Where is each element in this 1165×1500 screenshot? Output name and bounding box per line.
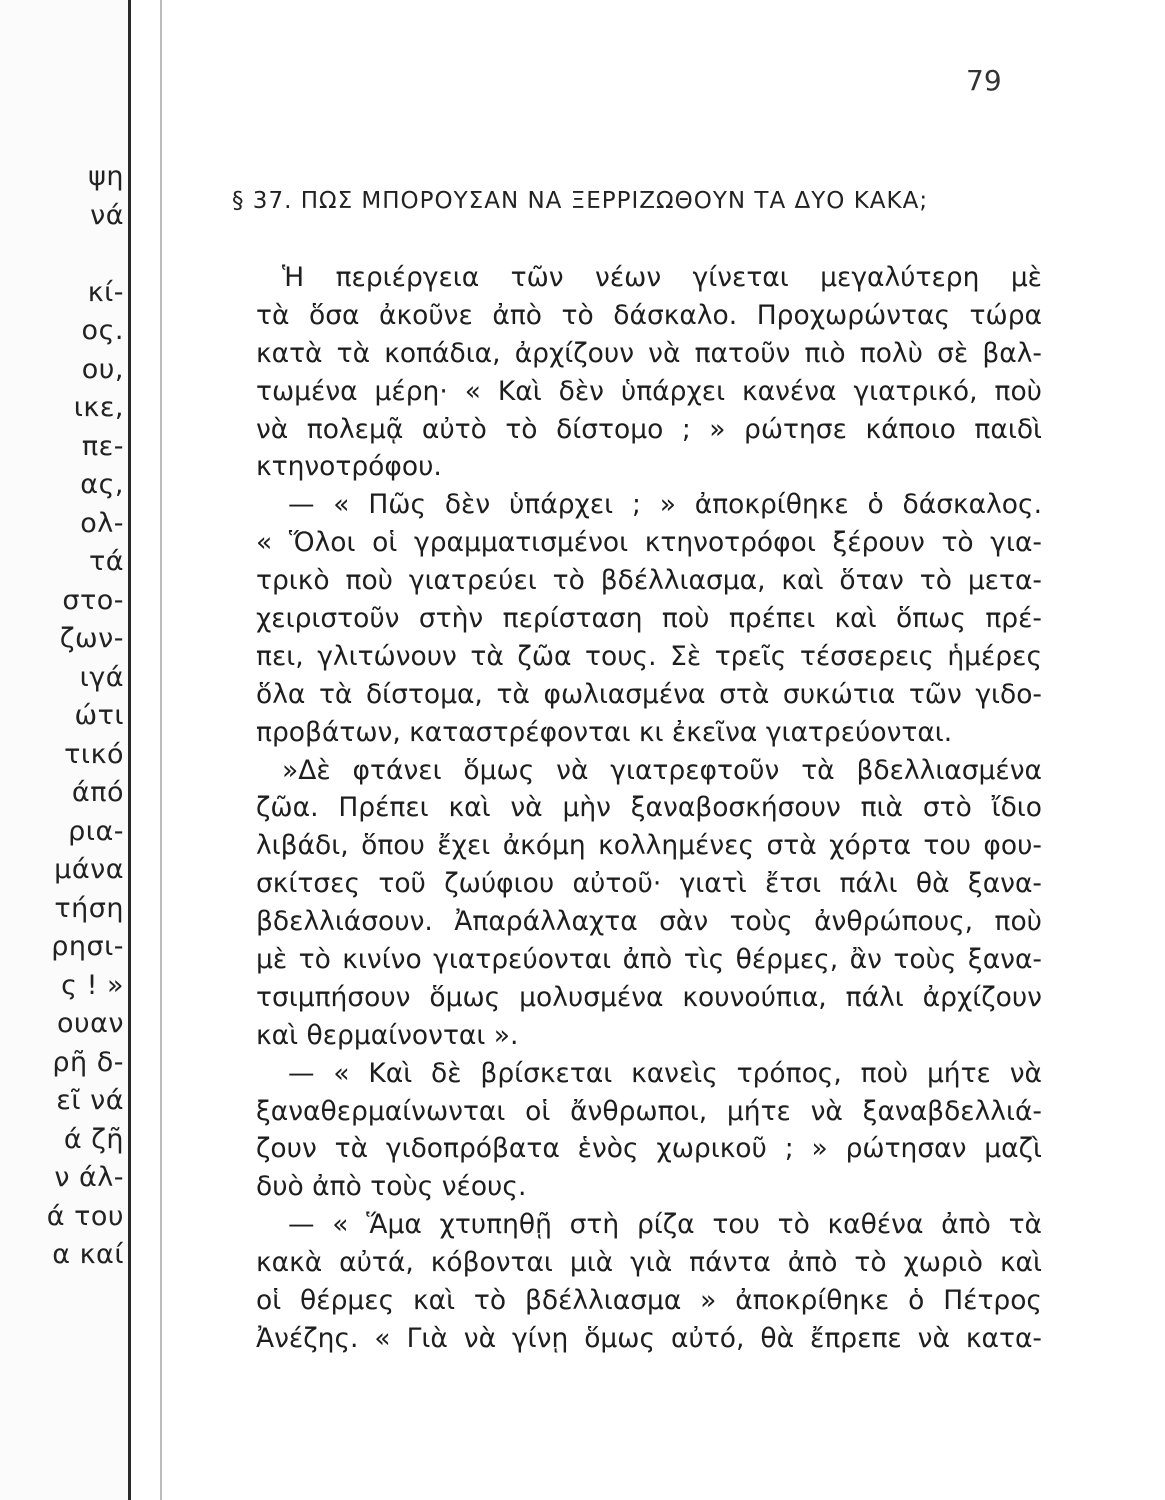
text-line: χειριστοῦν στὴν περίσταση ποὺ πρέπει καὶ ὅπως πρέ- — [256, 603, 1042, 635]
page-edge — [160, 0, 162, 1500]
text-line: ξαναθερμαίνωνται οἱ ἄνθρωποι, μήτε νὰ ξαναβδελλιά- — [256, 1095, 1042, 1127]
facing-page-fragment: κί- — [87, 276, 124, 308]
facing-page-fragment: ζων- — [59, 623, 124, 654]
facing-page-fragment: ς ! » — [61, 969, 124, 1001]
text-line: τσιμπήσουν ὅμως μολυσμένα κουνούπια, πάλι ἀρχίζουν — [256, 981, 1042, 1013]
text-line: ὅλα τὰ δίστομα, τὰ φωλιασμένα στὰ συκώτια τῶν γιδο- — [256, 678, 1042, 710]
facing-page-fragment: ν άλ- — [54, 1162, 124, 1193]
text-line: βδελλιάσουν. Ἀπαράλλαχτα σὰν τοὺς ἀνθρώπους, ποὺ — [256, 906, 1042, 938]
facing-page-fragment: ά του — [46, 1200, 124, 1232]
body-text — [256, 259, 1042, 1358]
text-line: νὰ πολεμᾷ αὐτὸ τὸ δίστομο ; » ρώτησε κάποιο παιδὶ — [256, 413, 1042, 445]
text-line: σκίτσες τοῦ ζωύφιου αὐτοῦ· γιατὶ ἔτσι πάλι θὰ ξανα- — [256, 868, 1042, 900]
facing-page-fragment: ρῆ δ- — [52, 1046, 124, 1078]
facing-page-fragment: μάνα — [54, 854, 124, 885]
facing-page-fragment: ψη — [88, 161, 124, 192]
text-line: πει, γλιτώνουν τὰ ζῶα τους. Σὲ τρεῖς τέσσερεις ἡμέρες — [256, 640, 1042, 672]
text-line: « Ὅλοι οἱ γραμματισμένοι κτηνοτρόφοι ξέρουν τὸ για- — [256, 527, 1042, 559]
text-line: τὰ ὅσα ἀκοῦνε ἀπὸ τὸ δάσκαλο. Προχωρώντας τώρα — [256, 299, 1042, 331]
text-line: — « Πῶς δὲν ὑπάρχει ; » ἀποκρίθηκε ὁ δάσκαλος. — [288, 489, 1042, 521]
facing-page-fragment: ώτι — [74, 700, 124, 731]
facing-page — [0, 0, 128, 1500]
text-line: καὶ θερμαίνονται ». — [256, 1019, 519, 1051]
facing-page-fragment: ικε, — [73, 392, 124, 423]
facing-page-fragment: ου, — [81, 353, 124, 385]
facing-page-fragment: α καί — [52, 1239, 124, 1270]
facing-page-fragment: ουαν — [56, 1008, 124, 1039]
facing-page-fragment: ας, — [80, 469, 124, 500]
text-line: λιβάδι, ὅπου ἔχει ἀκόμη κολλημένες στὰ χόρτα του φου- — [256, 830, 1042, 862]
section-heading: § 37. ΠΩΣ ΜΠΟΡΟΥΣΑΝ ΝΑ ΞΕΡΡΙΖΩΘΟΥΝ ΤΑ ΔΥΟ ΚΑΚΑ; — [232, 188, 929, 214]
book-gutter — [128, 0, 131, 1500]
facing-page-fragment: ρησι- — [51, 931, 124, 962]
text-line: τρικὸ ποὺ γιατρεύει τὸ βδέλλιασμα, καὶ ὅταν τὸ μετα- — [256, 565, 1042, 597]
text-line: τωμένα μέρη· « Καὶ δὲν ὑπάρχει κανένα γιατρικό, ποὺ — [256, 375, 1042, 407]
text-line: ζῶα. Πρέπει καὶ νὰ μὴν ξαναβοσκήσουν πιὰ στὸ ἴδιο — [256, 792, 1042, 824]
facing-page-text — [0, 158, 128, 1275]
facing-page-fragment: ρια- — [68, 815, 124, 847]
text-line: κατὰ τὰ κοπάδια, ἀρχίζουν νὰ πατοῦν πιὸ πολὺ σὲ βαλ- — [256, 337, 1042, 369]
text-line: ζουν τὰ γιδοπρόβατα ἑνὸς χωρικοῦ ; » ρώτησαν μαζὶ — [256, 1133, 1042, 1165]
text-line: οἱ θέρμες καὶ τὸ βδέλλιασμα » ἀποκρίθηκε ὁ Πέτρος — [256, 1285, 1042, 1317]
facing-page-fragment: πε- — [81, 430, 124, 462]
facing-page-fragment: τήση — [54, 892, 124, 924]
page-number: 79 — [966, 64, 1002, 97]
text-line: Ἡ περιέργεια τῶν νέων γίνεται μεγαλύτερη μὲ — [282, 262, 1042, 293]
facing-page-fragment: ος. — [81, 315, 124, 346]
facing-page-fragment: ιγά — [79, 661, 124, 693]
facing-page-fragment: άπό — [71, 777, 124, 808]
text-line: — « Ἅμα χτυπηθῇ στὴ ρίζα του τὸ καθένα ἀπὸ τὰ — [288, 1209, 1042, 1241]
text-line: — « Καὶ δὲ βρίσκεται κανεὶς τρόπος, ποὺ μήτε νὰ — [288, 1057, 1042, 1089]
facing-page-fragment: στο- — [62, 584, 124, 616]
text-line: μὲ τὸ κινίνο γιατρεύονται ἀπὸ τὶς θέρμες, ἂν τοὺς ξανα- — [256, 944, 1042, 976]
facing-page-fragment: τικό — [64, 738, 124, 770]
facing-page-fragment: ολ- — [80, 507, 124, 539]
facing-page-fragment — [0, 235, 128, 274]
facing-page-fragment: νά — [90, 199, 124, 231]
text-line: »Δὲ φτάνει ὅμως νὰ γιατρεφτοῦν τὰ βδελλιασμένα — [282, 754, 1042, 786]
facing-page-fragment: ά ζῆ — [63, 1123, 124, 1155]
text-line: προβάτων, καταστρέφονται κι ἐκεῖνα γιατρεύονται. — [256, 716, 953, 748]
facing-page-fragment: τά — [88, 546, 124, 577]
text-line: κτηνοτρόφου. — [256, 451, 442, 483]
facing-page-fragment: εῖ νά — [56, 1085, 124, 1116]
text-line: δυὸ ἀπὸ τοὺς νέους. — [256, 1171, 527, 1203]
text-line: Ἀνέζης. « Γιὰ νὰ γίνῃ ὅμως αὐτό, θὰ ἔπρεπε νὰ κατα- — [256, 1322, 1042, 1354]
text-line: κακὰ αὐτά, κόβονται μιὰ γιὰ πάντα ἀπὸ τὸ χωριὸ καὶ — [256, 1247, 1042, 1279]
